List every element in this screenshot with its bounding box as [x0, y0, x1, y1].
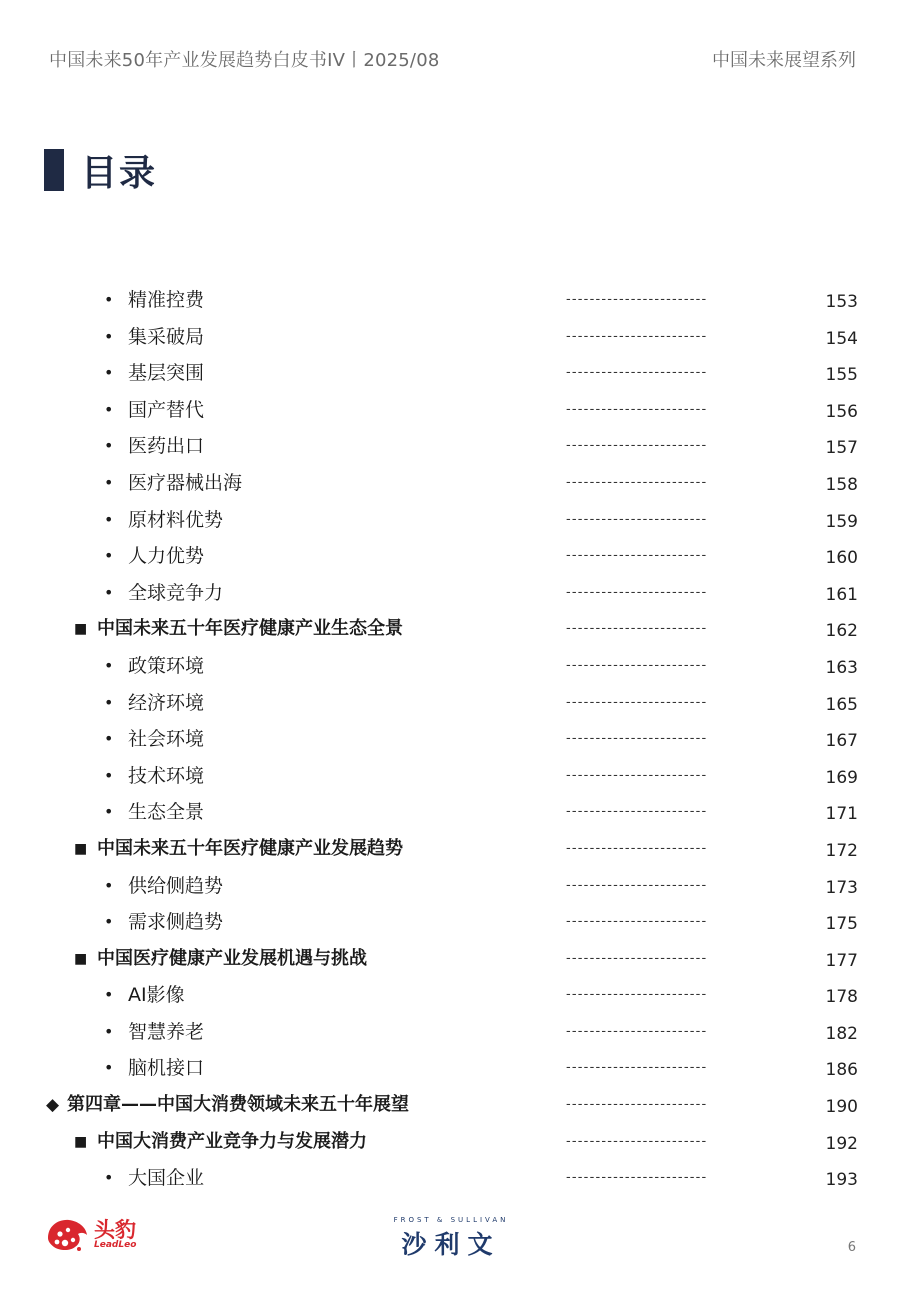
dot-bullet-icon: •: [104, 326, 114, 346]
toc-entry[interactable]: [0, 1160, 900, 1197]
toc-leader-dashes: ------------------------: [566, 914, 708, 930]
toc-entry-label: 全球竞争力: [128, 581, 224, 604]
toc-leader-dashes: ------------------------: [566, 657, 708, 673]
dot-bullet-icon: •: [104, 692, 114, 712]
leadleo-logo: [44, 1216, 136, 1254]
toc-entry[interactable]: [0, 428, 900, 465]
toc-leader-dashes: ------------------------: [566, 1060, 708, 1076]
toc-entry-page: 161: [825, 584, 858, 605]
leadleo-logo-en: LeadLeo: [94, 1239, 137, 1250]
toc-entry-page: 157: [825, 438, 858, 459]
toc-entry[interactable]: [0, 904, 900, 941]
dot-bullet-icon: •: [104, 1168, 114, 1188]
toc-entry-label: 医药出口: [128, 435, 205, 458]
toc-leader-dashes: ------------------------: [566, 548, 708, 564]
toc-entry-label: 中国未来五十年医疗健康产业生态全景: [97, 618, 403, 640]
toc-entry[interactable]: [0, 319, 900, 356]
dot-bullet-icon: •: [104, 655, 114, 675]
dot-bullet-icon: •: [104, 363, 114, 383]
toc-entry-label: 供给侧趋势: [128, 874, 224, 897]
toc-entry-label: 医疗器械出海: [128, 471, 243, 494]
dot-bullet-icon: •: [104, 546, 114, 566]
square-bullet-icon: ■: [74, 950, 88, 967]
header-title: 中国未来50年产业发展趋势白皮书IV丨2025/08: [49, 50, 440, 71]
toc-leader-dashes: ------------------------: [566, 804, 708, 820]
toc-entry-page: 163: [825, 657, 858, 678]
toc-entry-page: 158: [825, 474, 858, 495]
toc-entry[interactable]: [0, 538, 900, 575]
toc-entry-page: 162: [825, 621, 858, 642]
toc-entry-page: 153: [825, 292, 858, 312]
toc-entry[interactable]: [0, 502, 900, 539]
toc-entry-page: 159: [825, 511, 858, 532]
toc-entry[interactable]: [0, 1087, 900, 1124]
toc-entry-label: 生态全景: [128, 801, 205, 824]
dot-bullet-icon: •: [104, 765, 114, 785]
toc-entry[interactable]: [0, 721, 900, 758]
toc-entry[interactable]: [0, 1050, 900, 1087]
toc-entry-page: 190: [825, 1097, 858, 1118]
toc-entry-label: 中国大消费产业竞争力与发展潜力: [97, 1130, 367, 1152]
toc-entry-label: AI影像: [128, 984, 185, 1007]
toc-entry-page: 155: [825, 365, 858, 386]
toc-entry-label: 智慧养老: [128, 1020, 205, 1043]
toc-entry[interactable]: [0, 1014, 900, 1051]
toc-entry[interactable]: [0, 355, 900, 392]
toc-entry-label: 技术环境: [128, 764, 205, 787]
toc-entry-label: 社会环境: [128, 728, 205, 751]
page-number: 6: [847, 1240, 856, 1255]
toc-entry-page: 172: [825, 840, 858, 861]
toc-entry-label: 经济环境: [128, 691, 205, 714]
toc-entry[interactable]: [0, 758, 900, 795]
toc-entry[interactable]: [0, 575, 900, 612]
toc-leader-dashes: ------------------------: [566, 767, 708, 783]
square-bullet-icon: ■: [74, 621, 88, 638]
toc-entry-page: 175: [825, 914, 858, 935]
toc-entry-label: 精准控费: [128, 289, 205, 311]
toc-entry-label: 人力优势: [128, 545, 205, 568]
dot-bullet-icon: •: [104, 582, 114, 602]
toc-entry-label: 脑机接口: [128, 1057, 205, 1080]
toc-entry-page: 177: [825, 950, 858, 971]
toc-leader-dashes: ------------------------: [566, 292, 708, 307]
toc-entry[interactable]: [0, 831, 900, 868]
toc-entry[interactable]: [0, 648, 900, 685]
toc-entry-label: 大国企业: [128, 1167, 205, 1190]
leopard-head-icon: [44, 1216, 90, 1254]
page-title: 目录: [81, 152, 158, 194]
toc-leader-dashes: ------------------------: [566, 621, 708, 637]
toc-entry-page: 173: [825, 877, 858, 898]
table-of-contents: [0, 282, 900, 1197]
toc-leader-dashes: ------------------------: [566, 511, 708, 527]
toc-entry-page: 169: [825, 767, 858, 788]
toc-leader-dashes: ------------------------: [566, 694, 708, 710]
frost-sullivan-logo-cn: 沙利文: [401, 1230, 501, 1259]
frost-sullivan-logo-en: FROST & SULLIVAN: [393, 1216, 509, 1224]
toc-leader-dashes: ------------------------: [566, 474, 708, 490]
dot-bullet-icon: •: [104, 875, 114, 895]
toc-entry[interactable]: [0, 1124, 900, 1161]
toc-leader-dashes: ------------------------: [566, 328, 708, 344]
toc-entry-page: 192: [825, 1133, 858, 1154]
toc-leader-dashes: ------------------------: [566, 1133, 708, 1149]
toc-entry-label: 第四章——中国大消费领域未来五十年展望: [67, 1094, 409, 1116]
toc-entry-label: 国产替代: [128, 398, 205, 421]
toc-entry-label: 政策环境: [128, 654, 205, 677]
toc-entry[interactable]: [0, 392, 900, 429]
dot-bullet-icon: •: [104, 472, 114, 492]
toc-entry-label: 原材料优势: [128, 508, 224, 531]
toc-entry-page: 178: [825, 987, 858, 1008]
diamond-bullet-icon: ◆: [46, 1095, 60, 1116]
dot-bullet-icon: •: [104, 912, 114, 932]
toc-leader-dashes: ------------------------: [566, 840, 708, 856]
toc-leader-dashes: ------------------------: [566, 401, 708, 417]
dot-bullet-icon: •: [104, 1058, 114, 1078]
dot-bullet-icon: •: [104, 1021, 114, 1041]
toc-entry-label: 需求侧趋势: [128, 911, 224, 934]
toc-entry[interactable]: [0, 941, 900, 978]
dot-bullet-icon: •: [104, 802, 114, 822]
toc-leader-dashes: ------------------------: [566, 950, 708, 966]
toc-leader-dashes: ------------------------: [566, 1097, 708, 1113]
toc-leader-dashes: ------------------------: [566, 365, 708, 381]
header-series: 中国未来展望系列: [712, 50, 856, 71]
toc-entry[interactable]: [0, 611, 900, 648]
dot-bullet-icon: •: [104, 729, 114, 749]
square-bullet-icon: ■: [74, 840, 88, 857]
dot-bullet-icon: •: [104, 985, 114, 1005]
toc-leader-dashes: ------------------------: [566, 1023, 708, 1039]
toc-entry[interactable]: [0, 685, 900, 722]
toc-entry-page: 156: [825, 401, 858, 422]
toc-leader-dashes: ------------------------: [566, 987, 708, 1003]
leadleo-logo-cn: 头豹: [94, 1217, 136, 1242]
dot-bullet-icon: •: [104, 509, 114, 529]
toc-entry[interactable]: [0, 868, 900, 905]
title-accent-bar: [44, 149, 64, 191]
toc-entry-page: 171: [825, 804, 858, 825]
frost-sullivan-logo: [388, 1216, 514, 1261]
toc-leader-dashes: ------------------------: [566, 1170, 708, 1186]
toc-entry-label: 中国未来五十年医疗健康产业发展趋势: [97, 837, 403, 859]
dot-bullet-icon: •: [104, 436, 114, 456]
toc-entry-page: 160: [825, 548, 858, 569]
toc-entry-page: 154: [825, 328, 858, 349]
dot-bullet-icon: •: [104, 290, 114, 309]
toc-entry-page: 165: [825, 694, 858, 715]
square-bullet-icon: ■: [74, 1133, 88, 1150]
toc-leader-dashes: ------------------------: [566, 584, 708, 600]
toc-entry-page: 167: [825, 731, 858, 752]
dot-bullet-icon: •: [104, 399, 114, 419]
toc-entry[interactable]: [0, 465, 900, 502]
toc-entry-page: 193: [825, 1170, 858, 1191]
toc-heading: [44, 149, 158, 194]
toc-entry-label: 中国医疗健康产业发展机遇与挑战: [97, 947, 367, 969]
toc-entry[interactable]: [0, 977, 900, 1014]
toc-entry-page: 182: [825, 1023, 858, 1044]
toc-entry[interactable]: [0, 282, 900, 319]
toc-leader-dashes: ------------------------: [566, 877, 708, 893]
toc-leader-dashes: ------------------------: [566, 438, 708, 454]
toc-entry-label: 集采破局: [128, 325, 205, 348]
toc-entry[interactable]: [0, 794, 900, 831]
toc-entry-label: 基层突围: [128, 362, 205, 385]
toc-leader-dashes: ------------------------: [566, 731, 708, 747]
toc-entry-page: 186: [825, 1060, 858, 1081]
